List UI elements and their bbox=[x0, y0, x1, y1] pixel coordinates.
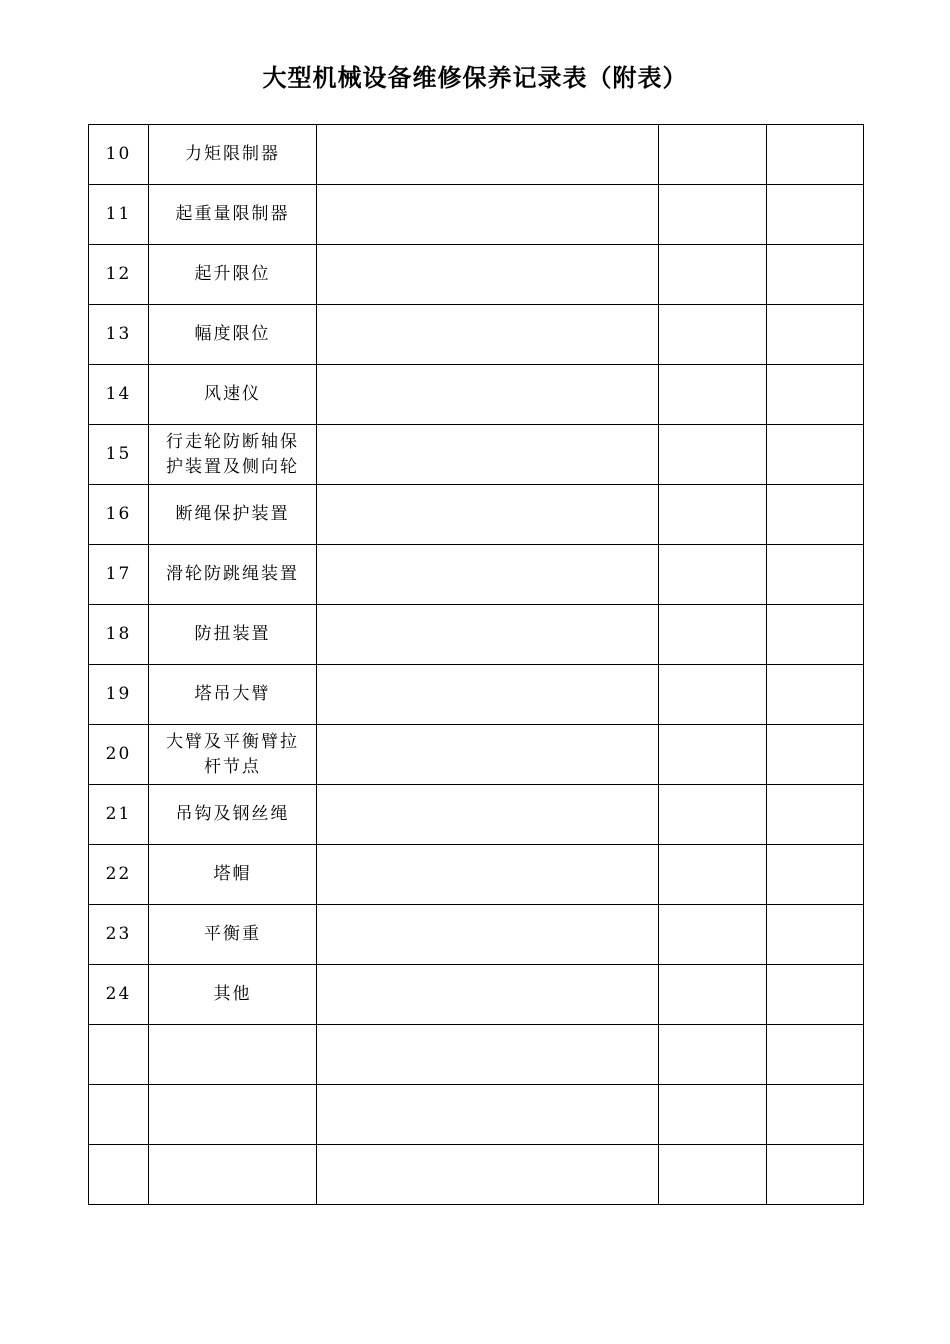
maintenance-content-cell bbox=[317, 785, 659, 845]
row-number-cell: 19 bbox=[89, 665, 149, 725]
remark-cell bbox=[767, 125, 864, 185]
remark-cell bbox=[767, 785, 864, 845]
result-cell bbox=[659, 485, 767, 545]
maintenance-content-cell bbox=[317, 845, 659, 905]
maintenance-content-cell bbox=[317, 965, 659, 1025]
row-number-cell: 24 bbox=[89, 965, 149, 1025]
maintenance-content-cell bbox=[317, 185, 659, 245]
result-cell bbox=[659, 965, 767, 1025]
row-number-cell bbox=[89, 1025, 149, 1085]
maintenance-content-cell bbox=[317, 1025, 659, 1085]
inspection-item-cell bbox=[149, 185, 317, 245]
maintenance-content-cell bbox=[317, 725, 659, 785]
inspection-item-label: 大臂及平衡臂拉杆节点 bbox=[166, 731, 299, 777]
table-row bbox=[89, 545, 864, 605]
maintenance-content-cell bbox=[317, 905, 659, 965]
table-row bbox=[89, 785, 864, 845]
maintenance-content-cell bbox=[317, 305, 659, 365]
remark-cell bbox=[767, 245, 864, 305]
result-cell bbox=[659, 365, 767, 425]
result-cell bbox=[659, 545, 767, 605]
row-number-cell bbox=[89, 1145, 149, 1205]
row-number-cell: 12 bbox=[89, 245, 149, 305]
result-cell bbox=[659, 245, 767, 305]
remark-cell bbox=[767, 305, 864, 365]
maintenance-content-cell bbox=[317, 245, 659, 305]
remark-cell bbox=[767, 425, 864, 485]
row-number-cell bbox=[89, 1085, 149, 1145]
row-number-cell: 22 bbox=[89, 845, 149, 905]
result-cell bbox=[659, 725, 767, 785]
result-cell bbox=[659, 845, 767, 905]
inspection-item-label: 滑轮防跳绳装置 bbox=[166, 564, 299, 584]
inspection-item-label: 塔吊大臂 bbox=[194, 684, 271, 704]
table-row bbox=[89, 245, 864, 305]
inspection-item-label: 起升限位 bbox=[194, 264, 271, 284]
maintenance-record-table bbox=[88, 124, 864, 1205]
remark-cell bbox=[767, 605, 864, 665]
result-cell bbox=[659, 1025, 767, 1085]
row-number-cell: 15 bbox=[89, 425, 149, 485]
inspection-item-label: 其他 bbox=[213, 984, 252, 1004]
result-cell bbox=[659, 125, 767, 185]
row-number-cell: 10 bbox=[89, 125, 149, 185]
result-cell bbox=[659, 1085, 767, 1145]
inspection-item-label: 起重量限制器 bbox=[175, 204, 290, 224]
inspection-item-cell bbox=[149, 125, 317, 185]
table-row bbox=[89, 485, 864, 545]
row-number-cell: 21 bbox=[89, 785, 149, 845]
maintenance-content-cell bbox=[317, 365, 659, 425]
page-title: 大型机械设备维修保养记录表（附表） bbox=[262, 64, 688, 92]
remark-cell bbox=[767, 725, 864, 785]
row-number-cell: 20 bbox=[89, 725, 149, 785]
inspection-item-cell bbox=[149, 305, 317, 365]
inspection-item-label: 行走轮防断轴保护装置及侧向轮 bbox=[166, 431, 299, 477]
result-cell bbox=[659, 665, 767, 725]
remark-cell bbox=[767, 1025, 864, 1085]
remark-cell bbox=[767, 485, 864, 545]
inspection-item-label: 吊钩及钢丝绳 bbox=[175, 804, 290, 824]
table-row bbox=[89, 605, 864, 665]
table-row bbox=[89, 1025, 864, 1085]
inspection-item-cell bbox=[149, 1145, 317, 1205]
table-row bbox=[89, 845, 864, 905]
table-row bbox=[89, 125, 864, 185]
remark-cell bbox=[767, 965, 864, 1025]
row-number-cell: 23 bbox=[89, 905, 149, 965]
inspection-item-cell bbox=[149, 1085, 317, 1145]
table-row bbox=[89, 965, 864, 1025]
inspection-item-cell bbox=[149, 545, 317, 605]
table-row bbox=[89, 665, 864, 725]
result-cell bbox=[659, 785, 767, 845]
remark-cell bbox=[767, 1085, 864, 1145]
maintenance-content-cell bbox=[317, 1085, 659, 1145]
result-cell bbox=[659, 305, 767, 365]
result-cell bbox=[659, 1145, 767, 1205]
table-row bbox=[89, 425, 864, 485]
inspection-item-cell bbox=[149, 425, 317, 485]
table-row bbox=[89, 905, 864, 965]
inspection-item-label: 防扭装置 bbox=[194, 624, 271, 644]
maintenance-content-cell bbox=[317, 425, 659, 485]
maintenance-content-cell bbox=[317, 605, 659, 665]
result-cell bbox=[659, 185, 767, 245]
remark-cell bbox=[767, 1145, 864, 1205]
row-number-cell: 14 bbox=[89, 365, 149, 425]
inspection-item-label: 断绳保护装置 bbox=[175, 504, 290, 524]
maintenance-content-cell bbox=[317, 125, 659, 185]
inspection-item-label: 塔帽 bbox=[213, 864, 252, 884]
remark-cell bbox=[767, 545, 864, 605]
inspection-item-cell bbox=[149, 665, 317, 725]
row-number-cell: 13 bbox=[89, 305, 149, 365]
remark-cell bbox=[767, 365, 864, 425]
remark-cell bbox=[767, 845, 864, 905]
inspection-item-cell bbox=[149, 605, 317, 665]
inspection-item-label: 风速仪 bbox=[204, 384, 261, 404]
result-cell bbox=[659, 605, 767, 665]
inspection-item-cell bbox=[149, 365, 317, 425]
row-number-cell: 17 bbox=[89, 545, 149, 605]
row-number-cell: 11 bbox=[89, 185, 149, 245]
table-row bbox=[89, 1085, 864, 1145]
inspection-item-label: 力矩限制器 bbox=[185, 144, 280, 164]
maintenance-content-cell bbox=[317, 545, 659, 605]
table-row bbox=[89, 305, 864, 365]
maintenance-content-cell bbox=[317, 665, 659, 725]
remark-cell bbox=[767, 905, 864, 965]
row-number-cell: 18 bbox=[89, 605, 149, 665]
remark-cell bbox=[767, 665, 864, 725]
result-cell bbox=[659, 425, 767, 485]
remark-cell bbox=[767, 185, 864, 245]
inspection-item-cell bbox=[149, 245, 317, 305]
table-row bbox=[89, 1145, 864, 1205]
inspection-item-label: 幅度限位 bbox=[194, 324, 271, 344]
table-row bbox=[89, 725, 864, 785]
result-cell bbox=[659, 905, 767, 965]
inspection-item-cell bbox=[149, 965, 317, 1025]
table-row bbox=[89, 185, 864, 245]
inspection-item-cell bbox=[149, 485, 317, 545]
maintenance-content-cell bbox=[317, 1145, 659, 1205]
inspection-item-cell bbox=[149, 1025, 317, 1085]
table-row bbox=[89, 365, 864, 425]
inspection-item-cell bbox=[149, 785, 317, 845]
inspection-item-cell bbox=[149, 905, 317, 965]
inspection-item-cell bbox=[149, 845, 317, 905]
record-table-body bbox=[89, 125, 864, 1205]
inspection-item-label: 平衡重 bbox=[204, 924, 261, 944]
row-number-cell: 16 bbox=[89, 485, 149, 545]
inspection-item-cell bbox=[149, 725, 317, 785]
maintenance-content-cell bbox=[317, 485, 659, 545]
